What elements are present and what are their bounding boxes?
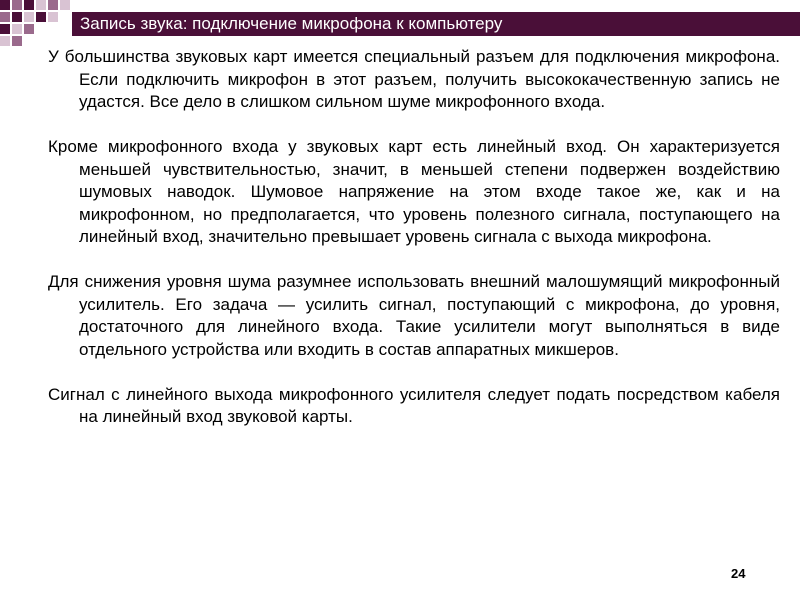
slide-title: Запись звука: подключение микрофона к компьютеру (80, 14, 503, 33)
paragraph-1: У большинства звуковых карт имеется специальный разъем для подключения микрофона. Если подключить микрофон в этот разъем, получить высококачественную запись не удастся. Все дело в слишком сильном шуме микрофонного входа. (48, 47, 780, 111)
paragraph-3: Для снижения уровня шума разумнее использовать внешний малошумящий микрофонный усилитель. Его задача — усилить сигнал, поступающий с микрофона, до уровня, достаточного для линейного входа. Такие усилители могут выполняться в виде отдельного устройства или входить в состав аппаратных микшеров. (48, 272, 780, 359)
paragraph-2: Кроме микрофонного входа у звуковых карт есть линейный вход. Он характеризуется меньшей чувствительностью, значит, в меньшей степени подвержен воздействию шумовых наводок. Шумовое напряжение на этом входе такое же, как и на микрофонном, но предполагается, что уровень полезного сигнала, поступающего на линейный вход, значительно превышает уровень сигнала с выхода микрофона. (48, 137, 780, 246)
page-number: 24 (731, 566, 746, 581)
slide-content (48, 46, 780, 451)
corner-decoration (0, 0, 80, 50)
paragraph-4: Сигнал с линейного выхода микрофонного усилителя следует подать посредством кабеля на линейный вход звуковой карты. (48, 384, 780, 426)
title-bar (72, 12, 800, 36)
